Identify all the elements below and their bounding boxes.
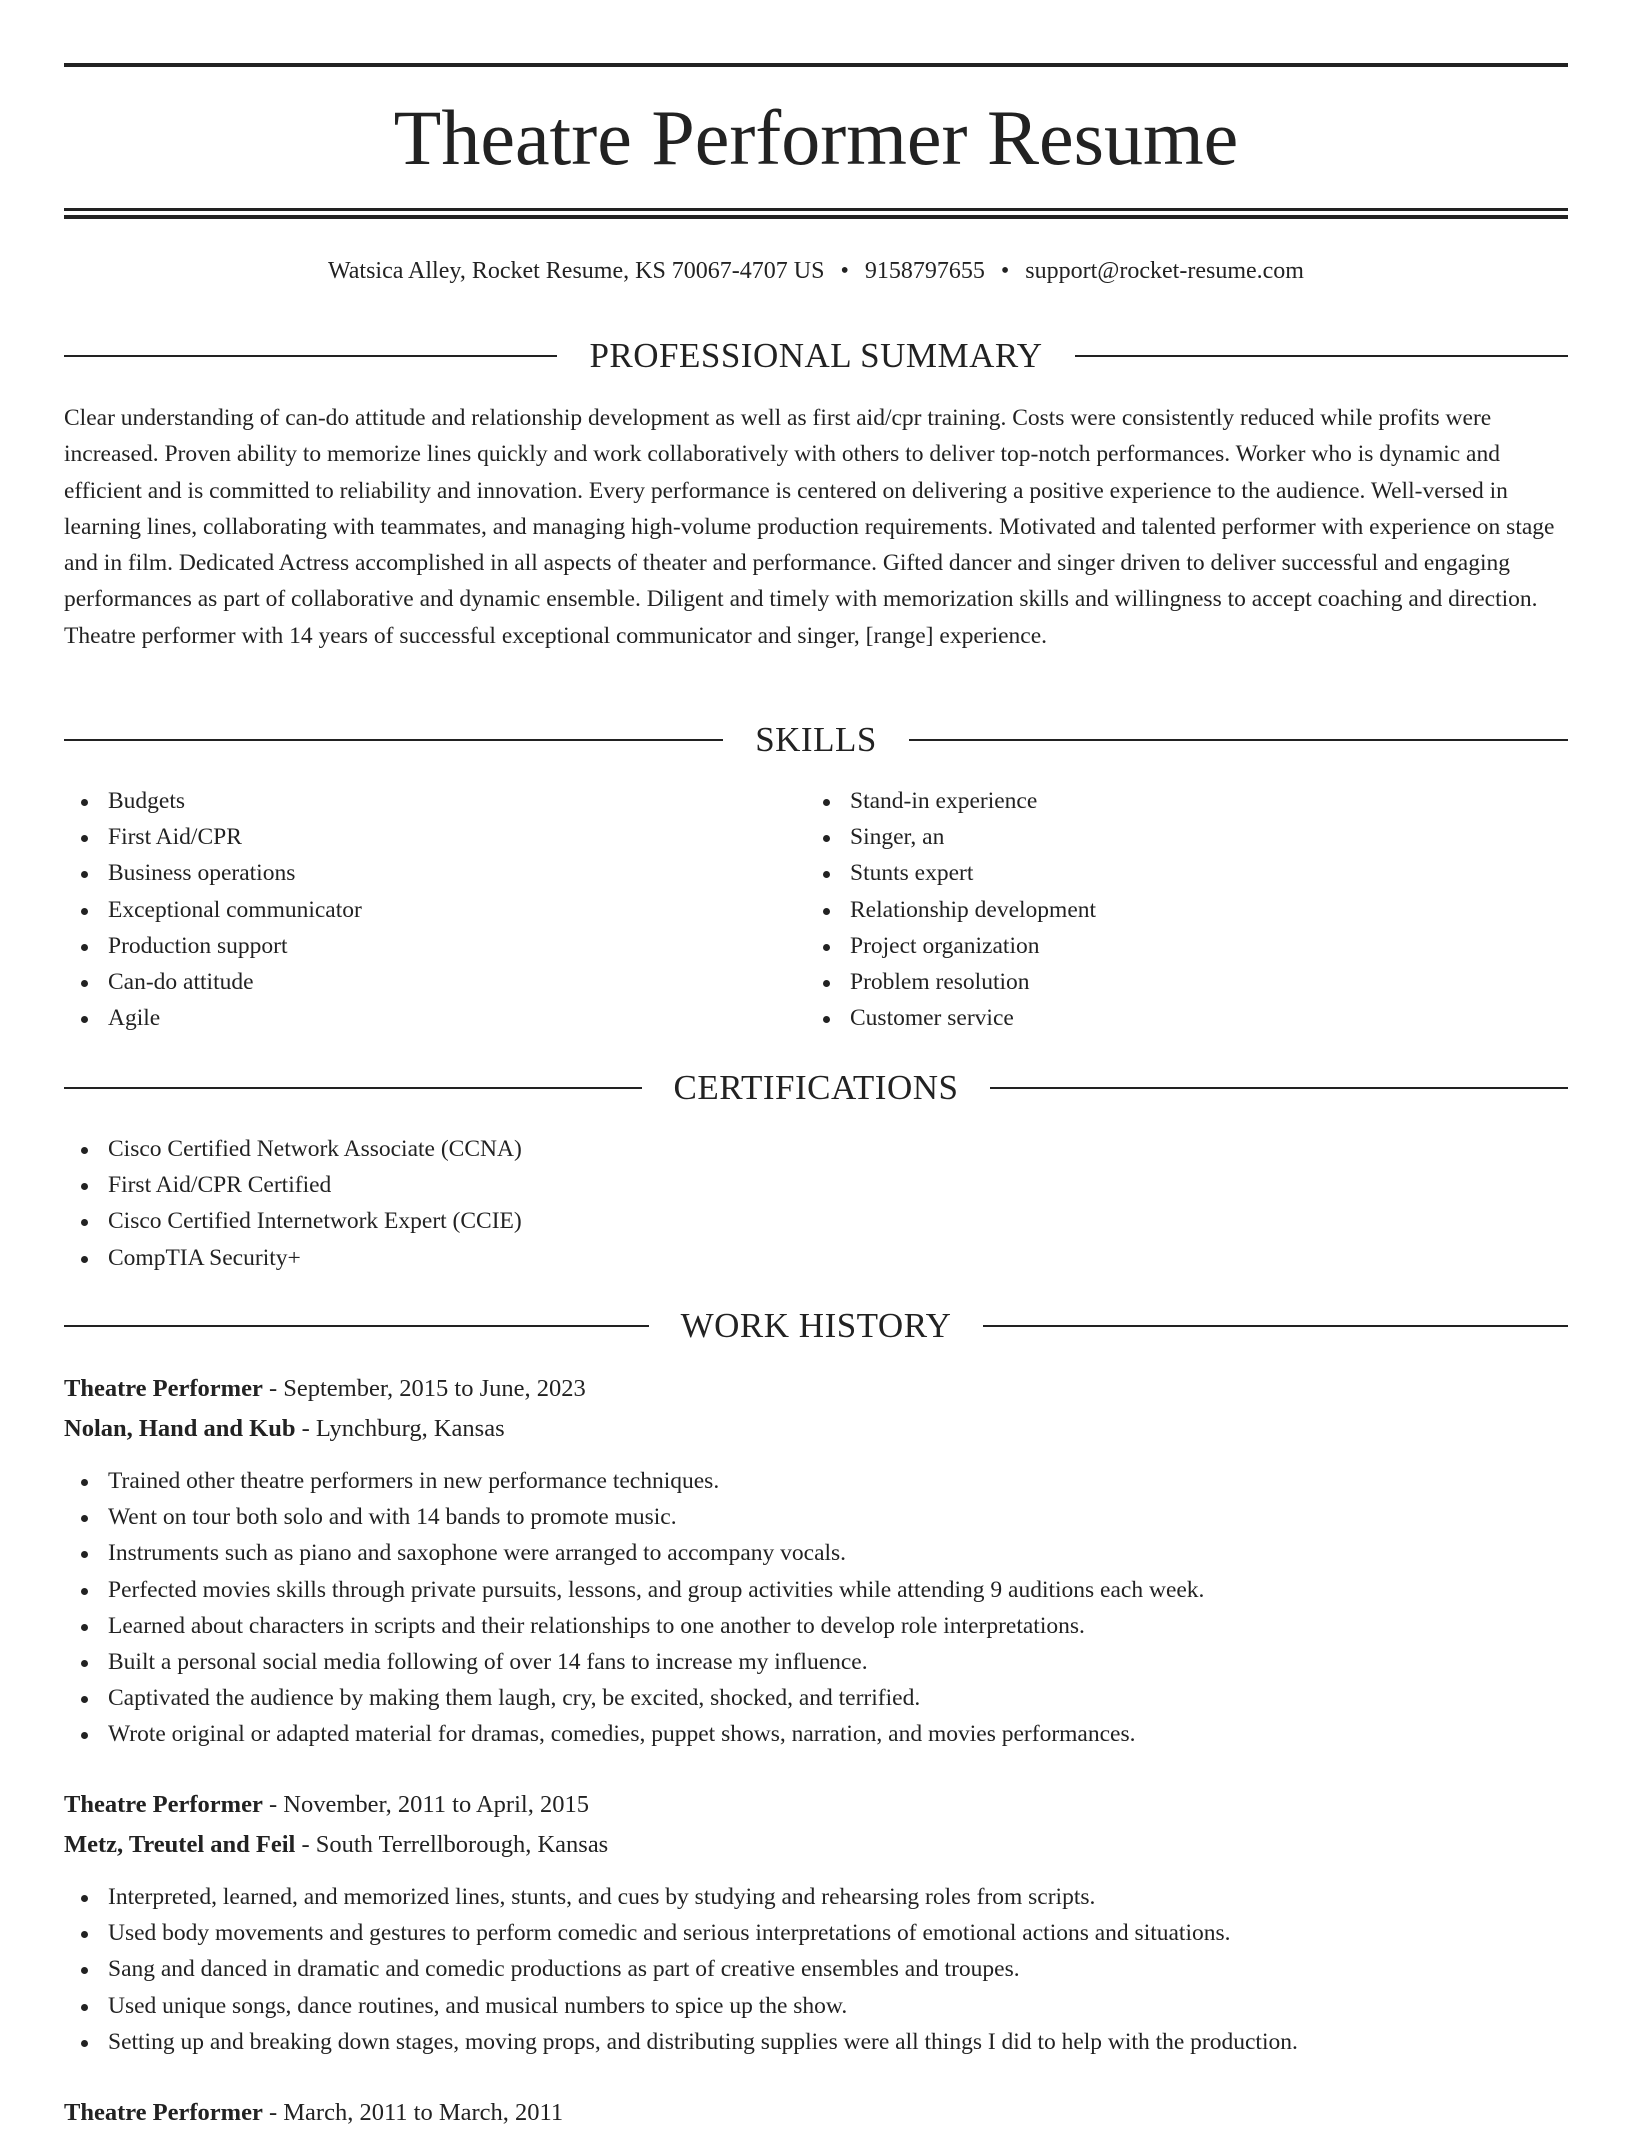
heading-rule-right [983, 1325, 1568, 1327]
skills-heading-label: SKILLS [755, 720, 877, 759]
certifications-heading-label: CERTIFICATIONS [673, 1068, 959, 1107]
skill-item: Relationship development [806, 892, 1546, 928]
job-company: Nolan, Hand and Kub [64, 1415, 296, 1442]
skill-item: Singer, an [806, 819, 1546, 855]
contact-separator: • [1000, 258, 1010, 284]
heading-rule-left [64, 1087, 642, 1089]
contact-phone: 9158797655 [864, 258, 985, 284]
skill-item: Budgets [64, 783, 804, 819]
skills-heading [64, 718, 1568, 762]
heading-rule-left [64, 1325, 649, 1327]
skill-item: Business operations [64, 855, 804, 891]
job-title-line [64, 1369, 1568, 1409]
contact-address: Watsica Alley, Rocket Resume, KS 70067-4707 US [328, 258, 825, 284]
skills-list-right [806, 783, 1546, 1036]
job-bullet: Sang and danced in dramatic and comedic productions as part of creative ensembles and troupes. [64, 1951, 1568, 1987]
skill-item: Problem resolution [806, 964, 1546, 1000]
job-bullet: Trained other theatre performers in new performance techniques. [64, 1463, 1568, 1499]
heading-rule-right [909, 739, 1568, 741]
certification-item: Cisco Certified Internetwork Expert (CCIE) [64, 1203, 1568, 1239]
job-bullet: Instruments such as piano and saxophone were arranged to accompany vocals. [64, 1535, 1568, 1571]
job-bullet: Interpreted, learned, and memorized lines, stunts, and cues by studying and rehearsing roles from scripts. [64, 1879, 1568, 1915]
job-dates: - March, 2011 to March, 2011 [262, 2099, 564, 2126]
certification-item: CompTIA Security+ [64, 1240, 1568, 1276]
job-bullets [64, 1879, 1568, 2060]
job-title-line [64, 2093, 1568, 2133]
contact-line [64, 252, 1568, 290]
title-rule-lower [64, 215, 1568, 219]
certifications-list [64, 1131, 1568, 1276]
skill-item: First Aid/CPR [64, 819, 804, 855]
skill-item: Stunts expert [806, 855, 1546, 891]
job-dates: - September, 2015 to June, 2023 [262, 1375, 586, 1402]
job-bullet: Went on tour both solo and with 14 bands to promote music. [64, 1499, 1568, 1535]
contact-email: support@rocket-resume.com [1025, 258, 1304, 284]
job-bullet: Learned about characters in scripts and their relationships to one another to develop role interpretations. [64, 1608, 1568, 1644]
skill-item: Can-do attitude [64, 964, 804, 1000]
skills-list-left [64, 783, 804, 1036]
contact-separator: • [840, 258, 849, 284]
job-bullet: Used body movements and gestures to perform comedic and serious interpretations of emotional actions and situations. [64, 1915, 1568, 1951]
top-rule [64, 63, 1568, 67]
heading-rule-right [1075, 355, 1568, 357]
job-bullet: Built a personal social media following of over 14 fans to increase my influence. [64, 1644, 1568, 1680]
job-title: Theatre Performer [64, 1791, 263, 1818]
certifications-heading [64, 1066, 1568, 1110]
certification-item: First Aid/CPR Certified [64, 1167, 1568, 1203]
skill-item: Customer service [806, 1000, 1546, 1036]
job-bullet: Used unique songs, dance routines, and musical numbers to spice up the show. [64, 1988, 1568, 2024]
heading-rule-left [64, 739, 723, 741]
job-bullet: Setting up and breaking down stages, moving props, and distributing supplies were all things I did to help with the production. [64, 2024, 1568, 2060]
job-title: Theatre Performer [64, 1375, 263, 1402]
heading-rule-left [64, 355, 557, 357]
job-company: Metz, Treutel and Feil [64, 1831, 296, 1858]
work-history-heading-label: WORK HISTORY [680, 1306, 952, 1345]
summary-heading [64, 334, 1568, 378]
work-history-heading [64, 1304, 1568, 1348]
skill-item: Exceptional communicator [64, 892, 804, 928]
job-bullet: Perfected movies skills through private pursuits, lessons, and group activities while attending 9 auditions each week. [64, 1572, 1568, 1608]
heading-rule-right [990, 1087, 1568, 1089]
skill-item: Project organization [806, 928, 1546, 964]
resume-title: Theatre Performer Resume [393, 94, 1239, 181]
title-rule-upper [64, 208, 1568, 211]
job-company-line [64, 1825, 1568, 1865]
job-company-line [64, 1409, 1568, 1449]
job-location: - South Terrellborough, Kansas [295, 1831, 609, 1858]
skill-item: Agile [64, 1000, 804, 1036]
job-location: - Lynchburg, Kansas [295, 1415, 505, 1442]
certification-item: Cisco Certified Network Associate (CCNA) [64, 1131, 1568, 1167]
skill-item: Production support [64, 928, 804, 964]
job-dates: - November, 2011 to April, 2015 [262, 1791, 589, 1818]
summary-text: Clear understanding of can-do attitude and relationship development as well as first aid/cpr training. Costs were consistently reduced while profits were increased. Proven ability to memorize lines quickly and work collaboratively with others to deliver top-notch performances. Worker who is dynamic and efficient and is committed to reliability and innovation. Every performance is centered on delivering a positive experience to the audience. Well-versed in learning lines, collaborating with teammates, and managing high-volume production requirements. Motivated and talented performer with experience on stage and in film. Dedicated Actress accomplished in all aspects of theater and performance. Gifted dancer and singer driven to deliver successful and engaging performances as part of collaborative and dynamic ensemble. Diligent and timely with memorization skills and willingness to accept coaching and direction. Theatre performer with 14 years of successful exceptional communicator and singer, [range] experience. [64, 405, 1555, 649]
job-title-line [64, 1785, 1568, 1825]
summary-heading-label: PROFESSIONAL SUMMARY [589, 336, 1043, 375]
skill-item: Stand-in experience [806, 783, 1546, 819]
job-bullets [64, 1463, 1568, 1753]
job-bullet: Captivated the audience by making them laugh, cry, be excited, shocked, and terrified. [64, 1680, 1568, 1716]
job-bullet: Wrote original or adapted material for dramas, comedies, puppet shows, narration, and movies performances. [64, 1716, 1568, 1752]
job-title: Theatre Performer [64, 2099, 263, 2126]
